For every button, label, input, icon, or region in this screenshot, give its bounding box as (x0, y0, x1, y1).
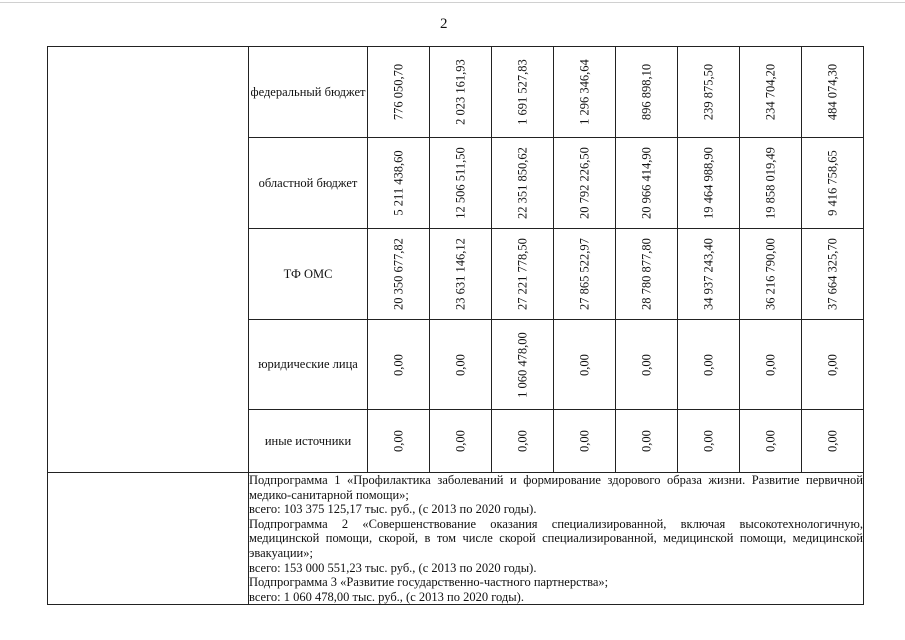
value-cell: 0,00 (740, 320, 802, 410)
empty-cell (48, 473, 249, 605)
value-cell: 0,00 (616, 410, 678, 473)
value-cell: 9 416 758,65 (802, 138, 864, 229)
subprogram-1-title: Подпрограмма 1 «Профилактика заболеваний и формирование здорового образа жизни. Развитие первичной медико-санитарной помощи»; (249, 473, 863, 502)
value-cell: 12 506 511,50 (430, 138, 492, 229)
value-cell: 776 050,70 (368, 47, 430, 138)
value-cell: 0,00 (802, 410, 864, 473)
subprograms-text (249, 473, 864, 605)
value-cell: 0,00 (368, 410, 430, 473)
value-cell: 27 221 778,50 (492, 229, 554, 320)
value-cell: 2 023 161,93 (430, 47, 492, 138)
row-label: юридические лица (249, 320, 368, 410)
value-cell: 0,00 (554, 410, 616, 473)
page-number: 2 (440, 16, 448, 32)
value-cell: 896 898,10 (616, 47, 678, 138)
value-cell: 239 875,50 (678, 47, 740, 138)
value-cell: 20 792 226,50 (554, 138, 616, 229)
row-label: ТФ ОМС (249, 229, 368, 320)
table-row (48, 47, 864, 138)
value-cell: 484 074,30 (802, 47, 864, 138)
value-cell: 0,00 (678, 410, 740, 473)
value-cell: 5 211 438,60 (368, 138, 430, 229)
value-cell: 23 631 146,12 (430, 229, 492, 320)
value-cell: 1 296 346,64 (554, 47, 616, 138)
value-cell: 234 704,20 (740, 47, 802, 138)
row-label: федеральный бюджет (249, 47, 368, 138)
scan-artifact-top (0, 2, 905, 3)
value-cell: 19 464 988,90 (678, 138, 740, 229)
value-cell: 0,00 (554, 320, 616, 410)
value-cell: 37 664 325,70 (802, 229, 864, 320)
table-row-subprograms (48, 473, 864, 605)
value-cell: 36 216 790,00 (740, 229, 802, 320)
value-cell: 20 966 414,90 (616, 138, 678, 229)
value-cell: 1 060 478,00 (492, 320, 554, 410)
subprogram-3-total: всего: 1 060 478,00 тыс. руб., (с 2013 по 2020 годы). (249, 589, 524, 604)
value-cell: 1 691 527,83 (492, 47, 554, 138)
value-cell: 22 351 850,62 (492, 138, 554, 229)
value-cell: 0,00 (492, 410, 554, 473)
value-cell: 0,00 (740, 410, 802, 473)
value-cell: 0,00 (430, 320, 492, 410)
budget-table (47, 46, 864, 605)
subprogram-3-title: Подпрограмма 3 «Развитие государственно-частного партнерства»; (249, 575, 609, 590)
value-cell: 28 780 877,80 (616, 229, 678, 320)
value-cell: 0,00 (430, 410, 492, 473)
value-cell: 19 858 019,49 (740, 138, 802, 229)
value-cell: 27 865 522,97 (554, 229, 616, 320)
row-label: иные источники (249, 410, 368, 473)
value-cell: 0,00 (802, 320, 864, 410)
empty-merged-cell (48, 47, 249, 473)
value-cell: 20 350 677,82 (368, 229, 430, 320)
value-cell: 0,00 (368, 320, 430, 410)
subprogram-2-title: Подпрограмма 2 «Совершенствование оказания специализированной, включая высокотехнологичную, медицинской помощи, скорой, в том числе скорой специализированной, медицинской помощи, медицинской эвакуации»; (249, 516, 863, 560)
row-label: областной бюджет (249, 138, 368, 229)
subprogram-2-total: всего: 153 000 551,23 тыс. руб., (с 2013 по 2020 годы). (249, 560, 537, 575)
subprogram-1-total: всего: 103 375 125,17 тыс. руб., (с 2013 по 2020 годы). (249, 502, 537, 517)
value-cell: 0,00 (616, 320, 678, 410)
value-cell: 34 937 243,40 (678, 229, 740, 320)
value-cell: 0,00 (678, 320, 740, 410)
